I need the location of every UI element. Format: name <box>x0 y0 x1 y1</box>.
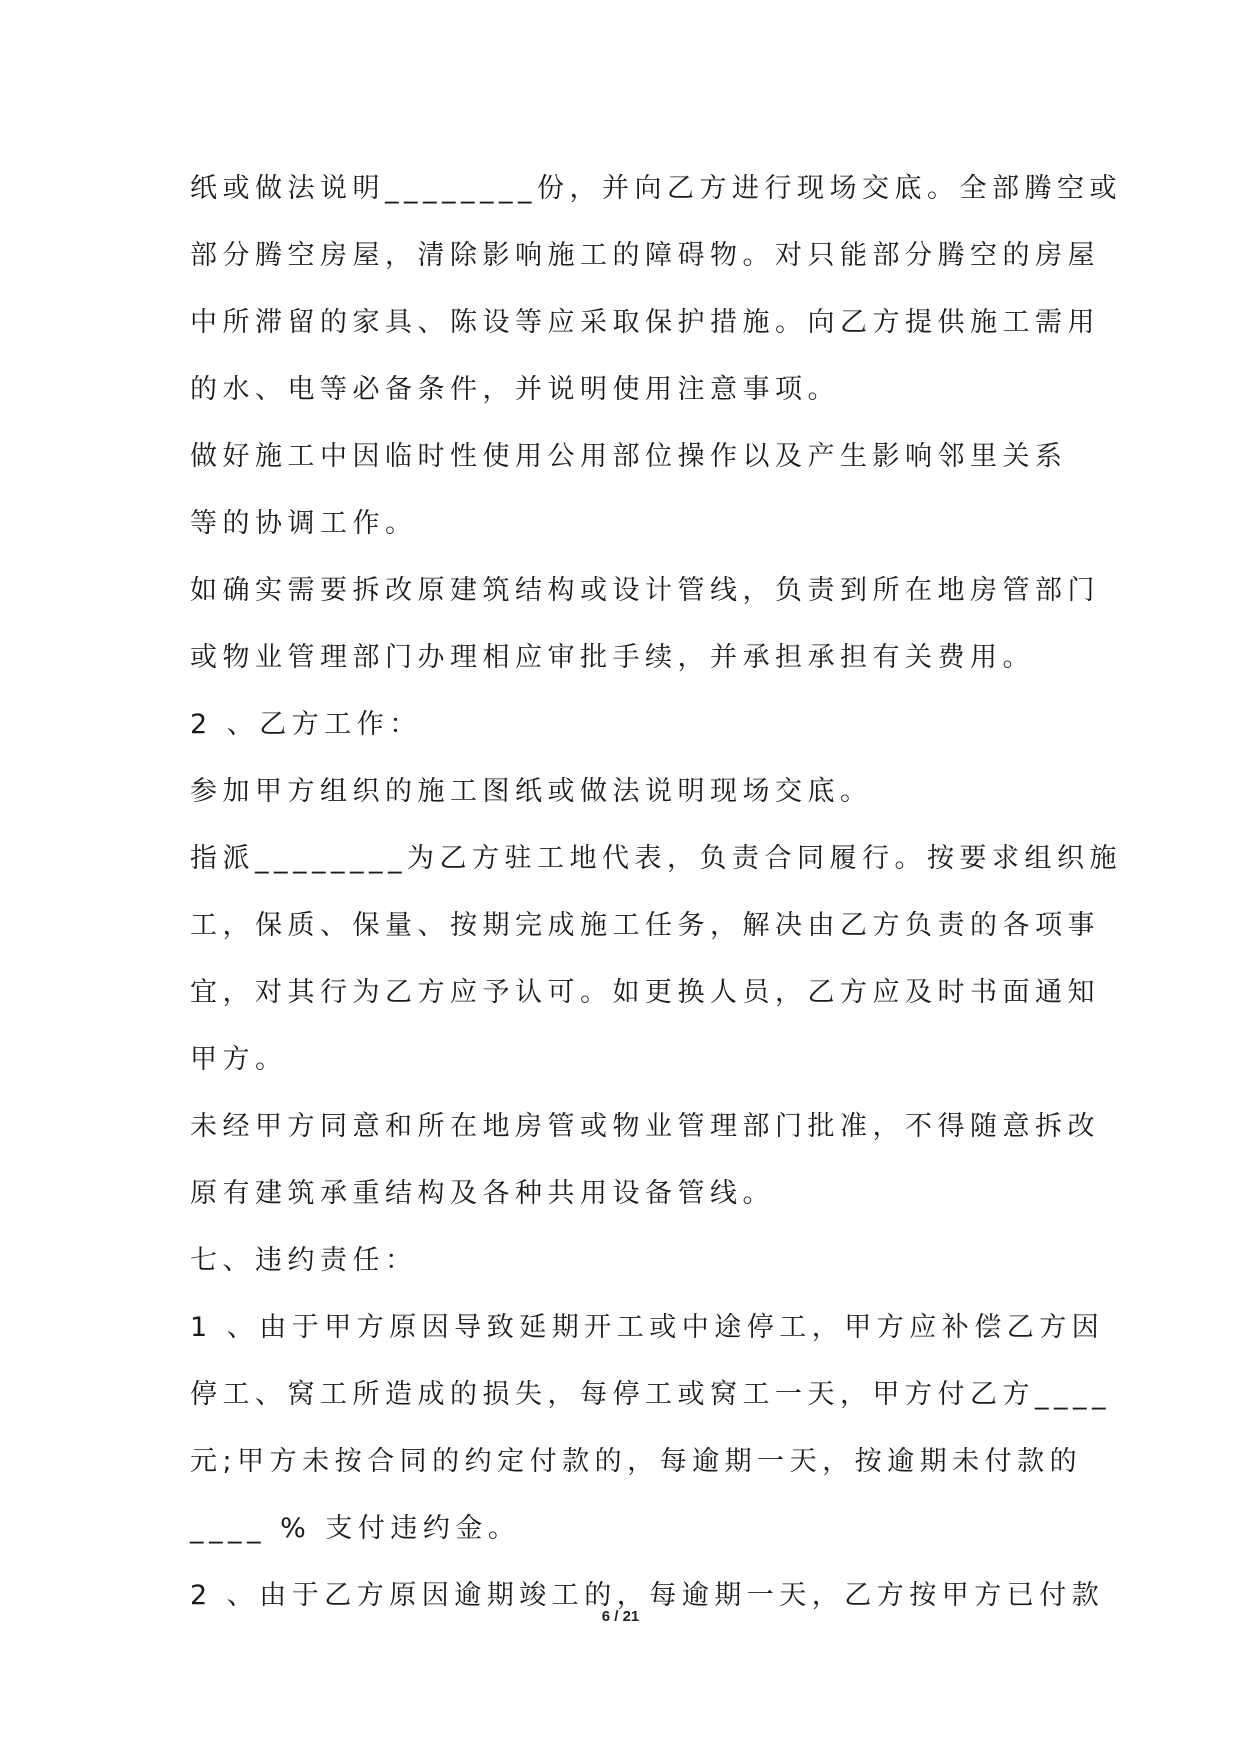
text-line: 宜，对其行为乙方应予认可。如更换人员，乙方应及时书面通知 <box>190 977 1100 1008</box>
document-body <box>190 155 1122 1629</box>
text-line: 工，保质、保量、按期完成施工任务，解决由乙方负责的各项事 <box>190 910 1100 941</box>
text-line: 未经甲方同意和所在地房管或物业管理部门批准，不得随意拆改 <box>190 1111 1100 1142</box>
text-line: 元;甲方未按合同的约定付款的，每逾期一天，按逾期未付款的 <box>190 1446 1083 1477</box>
text-line: 2 、乙方工作： <box>190 709 422 740</box>
text-line: 2 、由于乙方原因逾期竣工的，每逾期一天，乙方按甲方已付款 <box>190 1580 1105 1611</box>
text-line: 参加甲方组织的施工图纸或做法说明现场交底。 <box>190 776 873 807</box>
text-line: 做好施工中因临时性使用公用部位操作以及产生影响邻里关系 <box>190 441 1068 472</box>
text-line: 指派________为乙方驻工地代表，负责合同履行。按要求组织施 <box>190 843 1122 874</box>
text-line: 停工、窝工所造成的损失，每停工或窝工一天，甲方付乙方____ <box>190 1379 1111 1410</box>
page-number: 6 / 21 <box>601 1608 640 1625</box>
text-line: 或物业管理部门办理相应审批手续，并承担承担有关费用。 <box>190 642 1035 673</box>
text-line: 原有建筑承重结构及各种共用设备管线。 <box>190 1178 775 1209</box>
text-line: 如确实需要拆改原建筑结构或设计管线，负责到所在地房管部门 <box>190 575 1100 606</box>
text-line: 部分腾空房屋，清除影响施工的障碍物。对只能部分腾空的房屋 <box>190 240 1100 271</box>
text-line: ____ % 支付违约金。 <box>190 1513 521 1544</box>
text-line: 1 、由于甲方原因导致延期开工或中途停工，甲方应补偿乙方因 <box>190 1312 1105 1343</box>
text-line: 纸或做法说明________份，并向乙方进行现场交底。全部腾空或 <box>190 173 1122 204</box>
text-line: 的水、电等必备条件，并说明使用注意事项。 <box>190 374 840 405</box>
section-heading: 七、违约责任： <box>190 1245 418 1276</box>
text-line: 等的协调工作。 <box>190 508 418 539</box>
text-line: 甲方。 <box>190 1044 288 1075</box>
text-line: 中所滞留的家具、陈设等应采取保护措施。向乙方提供施工需用 <box>190 307 1100 338</box>
